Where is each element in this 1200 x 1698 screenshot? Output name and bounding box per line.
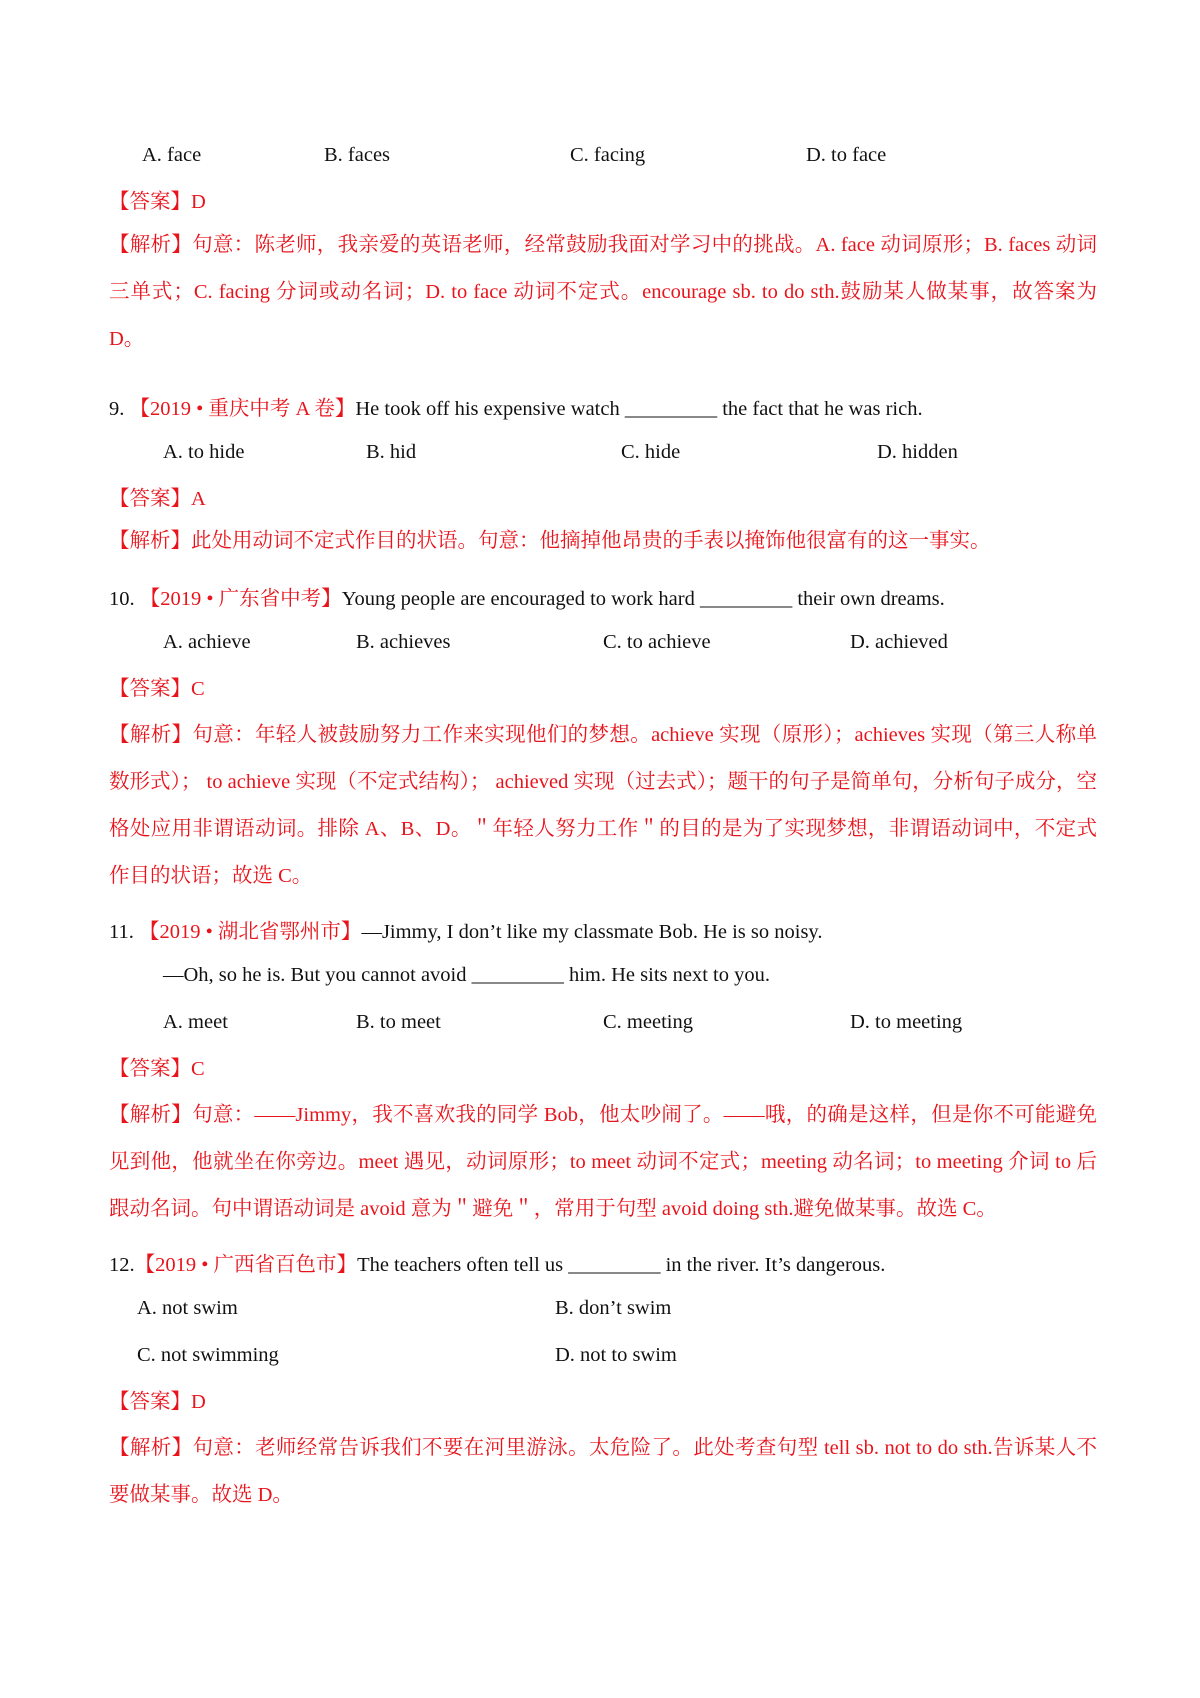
q9-stem: He took off his expensive watch _________ the fact that he was rich. <box>355 398 923 420</box>
q12-answer: 【答案】D <box>109 1391 206 1413</box>
q11-option-c: C. meeting <box>603 1011 693 1033</box>
q12-option-c: C. not swimming <box>137 1344 279 1366</box>
q11-option-a: A. meet <box>163 1011 228 1033</box>
q11-stem-line <box>109 914 822 944</box>
q10-analysis: 【解析】句意：年轻人被鼓励努力工作来实现他们的梦想。achieve 实现（原形）；achieves 实现（第三人称单数形式）； to achieve 实现（不定式结构）； achieved 实现（过去式）；题干的句子是简单句，分析句子成分，空格处应用非谓语动词。排除 A、B、D。＂年轻人努力工作＂的目的是为了实现梦想，非谓语动词中，不定式作目的状语；故选 C。 <box>109 724 1097 887</box>
q9-answer: 【答案】A <box>109 488 206 510</box>
q10-answer: 【答案】C <box>109 678 205 700</box>
q11-answer: 【答案】C <box>109 1058 205 1080</box>
q12-option-a: A. not swim <box>137 1297 238 1319</box>
q10-option-c: C. to achieve <box>603 631 711 653</box>
q11-stem-1: —Jimmy, I don’t like my classmate Bob. He is so noisy. <box>361 921 823 943</box>
q12-stem: The teachers often tell us _________ in the river. It’s dangerous. <box>357 1254 886 1276</box>
q12-option-d: D. not to swim <box>555 1344 677 1366</box>
q9-option-d: D. hidden <box>877 441 958 463</box>
q10-option-a: A. achieve <box>163 631 251 653</box>
q10-number: 10. <box>109 588 135 610</box>
q11-option-b: B. to meet <box>356 1011 441 1033</box>
q12-analysis: 【解析】句意：老师经常告诉我们不要在河里游泳。太危险了。此处考查句型 tell sb. not to do sth.告诉某人不要做某事。故选 D。 <box>109 1437 1097 1506</box>
q8-analysis: 【解析】句意：陈老师，我亲爱的英语老师，经常鼓励我面对学习中的挑战。A. face 动词原形；B. faces 动词三单式；C. facing 分词或动名词；D. to face 动词不定式。encourage sb. to do sth.鼓励某人做某事，故答案为 D。 <box>109 234 1097 350</box>
q9-analysis: 【解析】此处用动词不定式作目的状语。句意：他摘掉他昂贵的手表以掩饰他很富有的这一事实。 <box>109 530 991 552</box>
q12-stem-line <box>109 1247 885 1277</box>
q11-option-d: D. to meeting <box>850 1011 963 1033</box>
q9-option-a: A. to hide <box>163 441 245 463</box>
q12-number: 12. <box>109 1254 135 1276</box>
q8-option-d: D. to face <box>806 144 887 166</box>
q8-option-b: B. faces <box>324 144 391 166</box>
q11-analysis: 【解析】句意：——Jimmy，我不喜欢我的同学 Bob，他太吵闹了。——哦，的确是这样，但是你不可能避免见到他，他就坐在你旁边。meet 遇见，动词原形；to meet 动词不定式；meeting 动名词；to meeting 介词 to 后跟动名词。句中谓语动词是 avoid 意为＂避免＂，常用于句型 avoid doing sth.避免做某事。故选 C。 <box>109 1104 1097 1220</box>
q11-stem-2: —Oh, so he is. But you cannot avoid _________ him. He sits next to you. <box>163 964 770 986</box>
q10-stem: Young people are encouraged to work hard _________ their own dreams. <box>341 588 945 610</box>
q9-option-b: B. hid <box>366 441 417 463</box>
q9-source: 【2019 • 重庆中考 A 卷】 <box>129 398 356 420</box>
q8-answer: 【答案】D <box>109 191 206 213</box>
q9-number: 9. <box>109 398 125 420</box>
q9-stem-line <box>109 391 923 421</box>
q8-option-c: C. facing <box>570 144 646 166</box>
q11-number: 11. <box>109 921 134 943</box>
q10-option-d: D. achieved <box>850 631 948 653</box>
q10-option-b: B. achieves <box>356 631 451 653</box>
q10-stem-line <box>109 581 945 611</box>
q12-option-b: B. don’t swim <box>555 1297 672 1319</box>
q11-source: 【2019 • 湖北省鄂州市】 <box>139 921 362 943</box>
q8-option-a: A. face <box>142 144 202 166</box>
q12-source: 【2019 • 广西省百色市】 <box>134 1254 358 1276</box>
q9-option-c: C. hide <box>621 441 681 463</box>
q10-source: 【2019 • 广东省中考】 <box>139 588 342 610</box>
